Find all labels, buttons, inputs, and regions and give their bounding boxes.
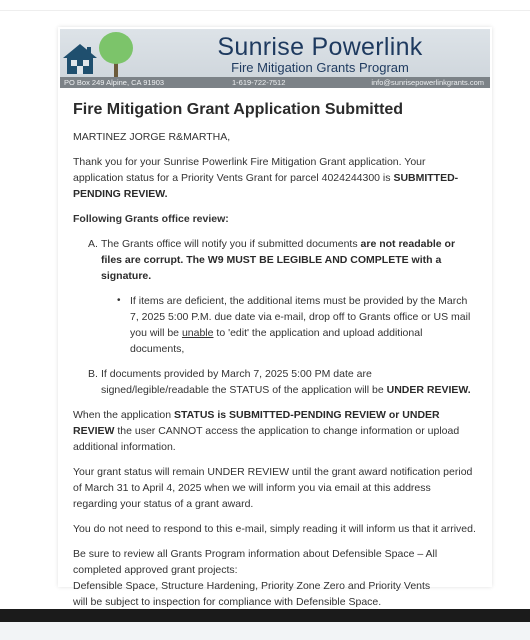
contact-email-link[interactable]: info@sunrisepowerlinkgrants.com xyxy=(371,78,484,87)
list-marker-b: B. xyxy=(88,368,98,380)
thanks-text: Thank you for your Sunrise Powerlink Fire Mitigation Grant application. Your application status for a Priority Vents Grant for parcel 4024244300 is xyxy=(73,156,426,184)
item-b-bold: UNDER REVIEW. xyxy=(386,384,471,396)
following-heading: Following Grants office review: xyxy=(73,213,229,225)
item-b-text: If documents provided by March 7, 2025 5:00 PM date are signed/legible/readable the STATUS of the application will be xyxy=(101,368,387,396)
list-item-a xyxy=(73,236,478,284)
header-banner xyxy=(60,29,490,88)
bullet-text-1: If items are deficient, the additional items must be provided by the March 7, 2025 5:00 P.M. due date via e-mail, drop off to Grants office or US mail you will be xyxy=(130,295,471,339)
program-title: Fire Mitigation Grants Program xyxy=(231,60,409,75)
bottom-strip xyxy=(0,622,530,640)
item-a-bold: are not readable or files are corrupt. The W9 MUST BE LEGIBLE AND COMPLETE with a signature. xyxy=(101,238,456,282)
tree-logo-icon xyxy=(96,31,136,77)
recipient-name: MARTINEZ JORGE R&MARTHA, xyxy=(73,131,231,143)
list-marker-a: A. xyxy=(88,238,98,250)
access-bold: STATUS is SUBMITTED-PENDING REVIEW or UNDER REVIEW xyxy=(73,409,440,437)
review-text-3: will be subject to inspection for compliance with Defensible Space. xyxy=(73,596,382,608)
bullet-item xyxy=(73,293,478,357)
access-text-1: When the application xyxy=(73,409,174,421)
contact-address: PO Box 249 Alpine, CA 91903 xyxy=(64,78,165,87)
access-text-2: the user CANNOT access the application to change information or upload additional information. xyxy=(73,425,460,453)
contact-phone: 1-619-722-7512 xyxy=(232,78,286,87)
status-paragraph: Your grant status will remain UNDER REVIEW until the grant award notification period of March 31 to April 4, 2025 when we will inform you via email at this address regarding your status of a grant award. xyxy=(73,466,473,510)
access-paragraph xyxy=(73,407,478,455)
bullet-unable: unable xyxy=(181,327,214,339)
item-a-text: The Grants office will notify you if submitted documents xyxy=(101,238,361,250)
message-body xyxy=(73,100,478,610)
bottom-dark-bar xyxy=(0,609,530,622)
no-respond-paragraph: You do not need to respond to this e-mail, simply reading it will inform us that it arrived. xyxy=(73,523,476,535)
email-message xyxy=(58,27,492,608)
bullet-icon: • xyxy=(117,295,121,306)
list-item-b xyxy=(73,366,478,398)
house-logo-icon xyxy=(62,43,98,75)
top-divider xyxy=(0,10,530,11)
brand-title: Sunrise Powerlink xyxy=(217,33,423,61)
contact-bar xyxy=(60,77,490,88)
review-paragraph xyxy=(73,546,478,610)
message-title: Fire Mitigation Grant Application Submitted xyxy=(73,101,404,118)
thanks-paragraph xyxy=(73,154,478,202)
bullet-text-2: to 'edit' the application and upload additional documents, xyxy=(130,327,423,355)
application-status: SUBMITTED-PENDING REVIEW. xyxy=(73,172,459,200)
review-text-2: Defensible Space, Structure Hardening, Priority Zone Zero and Priority Vents xyxy=(73,580,431,592)
review-text-1: Be sure to review all Grants Program information about Defensible Space – All completed approved grant projects: xyxy=(73,548,438,576)
